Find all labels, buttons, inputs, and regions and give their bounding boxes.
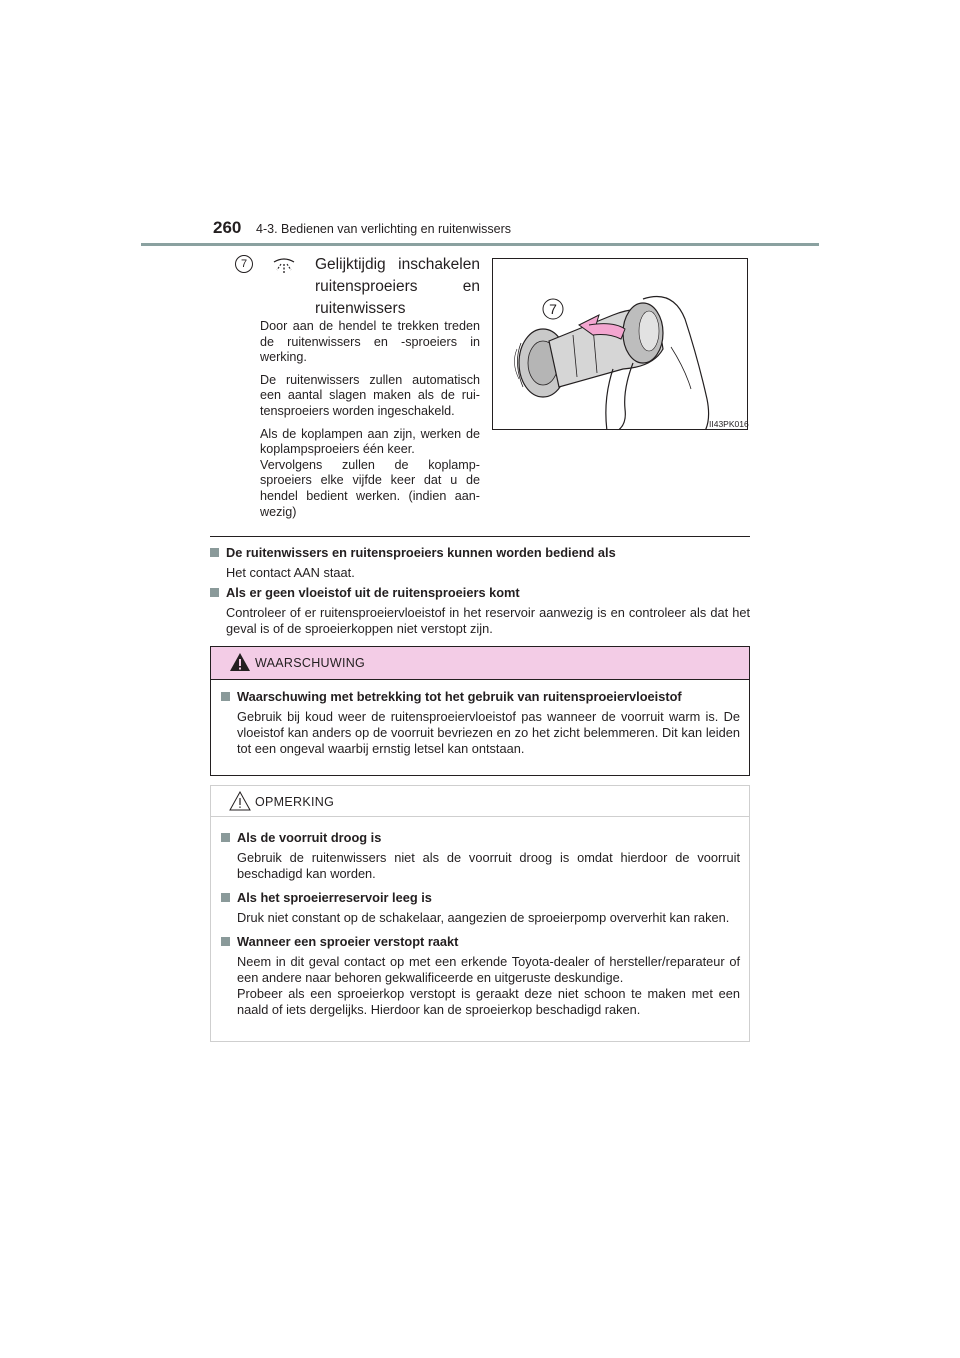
figure-code: II43PK016 (709, 419, 749, 429)
section-title: 4-3. Bedienen van verlichting en ruitenwissers (256, 222, 511, 236)
note-no-fluid (210, 585, 750, 637)
square-bullet-icon (221, 833, 230, 842)
notice-item-body: Probeer als een sproeierkop verstopt is geraakt deze niet schoon te maken met een naald of iets dergelijks. Hierdoor kan de sproeierkop beschadigd raken. (237, 986, 740, 1017)
step-heading: Gelijktijdig inschakelen ruitensproeiers en ruitenwissers (315, 256, 480, 317)
lever-drawing (493, 259, 748, 430)
notice-item (221, 934, 740, 1018)
notice-item-title: Als het sproeierreservoir leeg is (221, 890, 740, 906)
notice-item (221, 890, 740, 926)
warning-header (211, 647, 749, 680)
warning-item (221, 689, 740, 757)
note-operating-condition (210, 545, 750, 581)
lever-illustration (492, 258, 748, 430)
warning-item-title: Waarschuwing met betrekking tot het gebruik van ruitensproeiervloeistof (221, 689, 740, 705)
square-bullet-icon (221, 692, 230, 701)
step-paragraph: De ruitenwissers zullen automatisch een aantal slagen maken als de rui-tensproeiers worden ingeschakeld. (260, 372, 480, 418)
notice-item-body: Druk niet constant op de schakelaar, aangezien de sproeierpomp oververhit kan raken. (237, 910, 730, 925)
notice-header (211, 786, 749, 817)
warning-triangle-icon (229, 652, 251, 672)
warning-item-body: Gebruik bij koud weer de ruitensproeiervloeistof pas wanneer de voorruit warm is. De vloeistof kan anders op de voorruit bevriezen en zo het zicht belemmeren. Dit kan leiden tot een ongeval waarbij ernstig letsel kan ontstaan. (237, 709, 740, 756)
header-rule (141, 243, 819, 246)
note-body: Het contact AAN staat. (226, 565, 355, 580)
warning-label: WAARSCHUWING (255, 656, 366, 670)
notice-content (211, 817, 749, 1018)
note-body: Controleer of er ruitensproeiervloeistof in het reservoir aanwezig is en controleer als dat het geval is of de sproeierkoppen niet verstopt zijn. (226, 605, 750, 636)
square-bullet-icon (210, 548, 219, 557)
page-number: 260 (213, 218, 242, 237)
washer-wiper-icon (272, 254, 296, 276)
figure-callout: 7 (549, 301, 557, 317)
warning-box (210, 646, 750, 776)
notice-label: OPMERKING (255, 795, 335, 809)
step-paragraph: Als de koplampen aan zijn, werken de koplampsproeiers één keer. (260, 426, 480, 457)
step-paragraph: Door aan de hendel te trekken treden de ruitenwissers en -sproeiers in werking. (260, 319, 480, 365)
notice-item-body: Neem in dit geval contact op met een erkende Toyota-dealer of hersteller/reparateur of een andere naar behoren gekwalificeerde en uitgeruste deskundige. (237, 954, 740, 985)
square-bullet-icon (221, 937, 230, 946)
section-divider (210, 536, 750, 537)
notice-item-body: Gebruik de ruitenwissers niet als de voorruit droog is omdat hierdoor de voorruit beschadigd kan worden. (237, 850, 740, 881)
step-number: 7 (235, 255, 253, 273)
note-title: De ruitenwissers en ruitensproeiers kunnen worden bediend als (210, 545, 750, 561)
caution-outline-icon (229, 791, 251, 811)
square-bullet-icon (221, 893, 230, 902)
notice-item (221, 830, 740, 882)
warning-content (211, 680, 749, 757)
square-bullet-icon (210, 588, 219, 597)
note-title: Als er geen vloeistof uit de ruitensproeiers komt (210, 585, 750, 601)
step-description (260, 319, 480, 527)
notice-box (210, 785, 750, 1042)
notice-item-title: Wanneer een sproeier verstopt raakt (221, 934, 740, 950)
notice-item-title: Als de voorruit droog is (221, 830, 740, 846)
step-paragraph: Vervolgens zullen de koplamp-sproeiers elke vijfde keer dat u de hendel bedient werken. (indien aan-wezig) (260, 457, 480, 519)
